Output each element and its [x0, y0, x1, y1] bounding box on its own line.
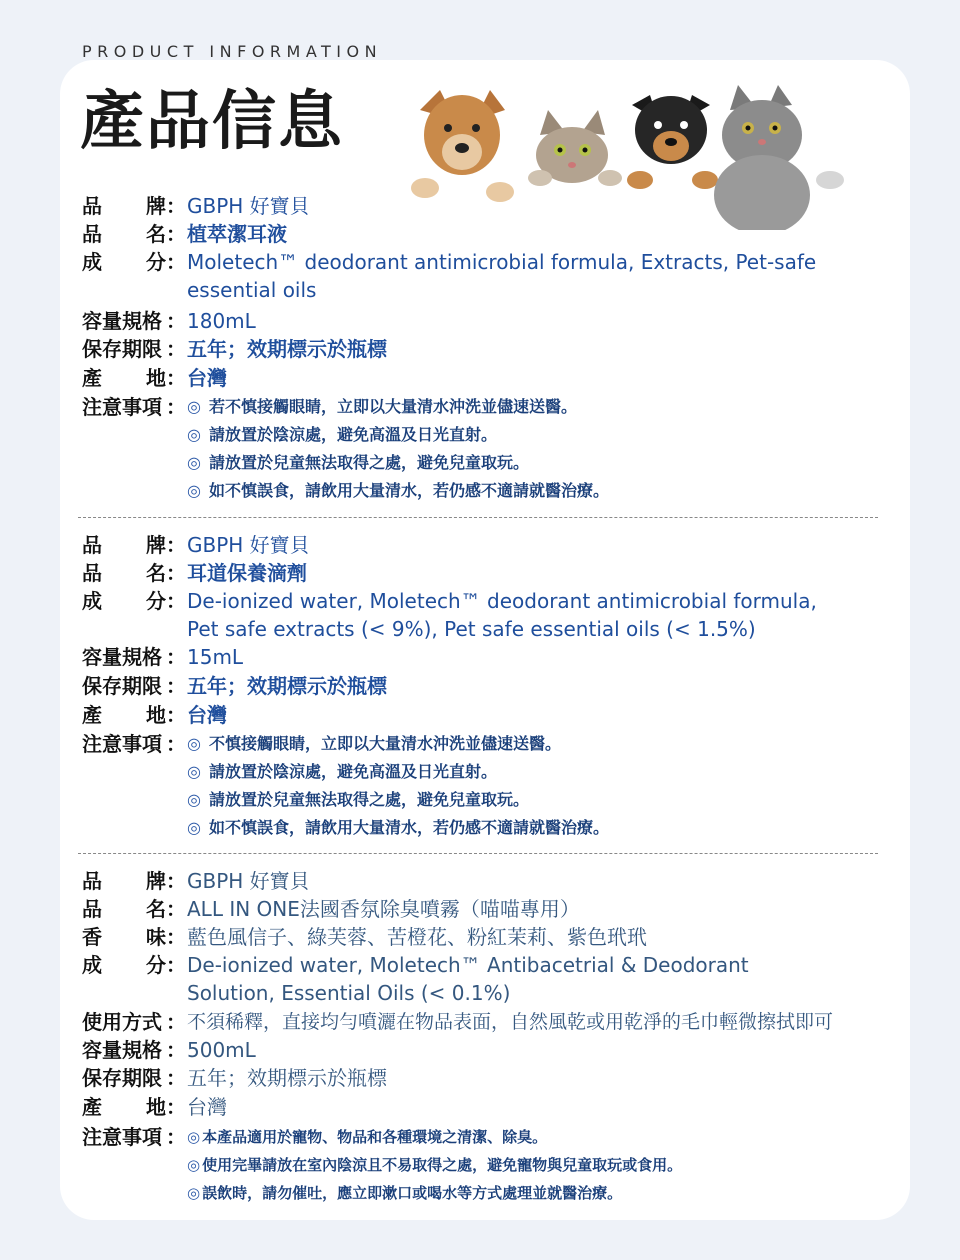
note-item: ◎ 本產品適用於寵物、物品和各種環境之清潔、除臭。 [187, 1128, 548, 1146]
note-item: ◎ 如不慎誤食，請飲用大量清水，若仍感不適請就醫治療。 [187, 481, 609, 500]
brand-value: GBPH 好寶貝 [187, 194, 310, 218]
name-value: ALL IN ONE法國香氛除臭噴霧（喵喵專用） [187, 897, 580, 921]
shelf-life-value: 五年；效期標示於瓶標 [187, 674, 387, 698]
shelf-life-value: 五年；效期標示於瓶標 [187, 1066, 387, 1090]
section-divider [78, 853, 878, 854]
scent-value: 藍色風信子、綠芙蓉、苦橙花、粉紅茉莉、紫色玳玳 [187, 925, 647, 949]
origin-value: 台灣 [187, 1095, 227, 1119]
ingredients-value: De-ionized water, Moletech™ Antibacetrial & Deodorant [187, 953, 749, 977]
ingredients-value: Moletech™ deodorant antimicrobial formula, Extracts, Pet-safe [187, 250, 817, 274]
note-item: ◎ 請放置於兒童無法取得之處，避免兒童取玩。 [187, 790, 529, 809]
dog-illustration [411, 90, 514, 202]
page-title: 產品信息 [80, 85, 344, 159]
note-item: ◎ 使用完畢請放在室內陰涼且不易取得之處，避免寵物與兒童取玩或食用。 [187, 1156, 683, 1174]
capacity-value: 500mL [187, 1038, 256, 1062]
ingredients-value: De-ionized water, Moletech™ deodorant antimicrobial formula, [187, 589, 817, 613]
puppy-illustration [627, 95, 718, 189]
note-item: ◎ 不慎接觸眼睛，立即以大量清水沖洗並儘速送醫。 [187, 734, 561, 753]
note-item: ◎ 如不慎誤食，請飲用大量清水，若仍感不適請就醫治療。 [187, 818, 609, 837]
note-item: ◎ 請放置於兒童無法取得之處，避免兒童取玩。 [187, 453, 529, 472]
ingredients-value-cont: essential oils [187, 278, 317, 302]
capacity-value: 15mL [187, 645, 244, 669]
section-divider [78, 517, 878, 518]
note-item: ◎ 若不慎接觸眼睛，立即以大量清水沖洗並儘速送醫。 [187, 397, 577, 416]
shelf-life-value: 五年；效期標示於瓶標 [187, 337, 387, 361]
origin-value: 台灣 [187, 366, 227, 390]
ingredients-value-cont: Pet safe extracts (< 9%), Pet safe essential oils (< 1.5%) [187, 617, 756, 641]
name-value: 植萃潔耳液 [187, 222, 287, 246]
cat-illustration [528, 110, 622, 186]
brand-value: GBPH 好寶貝 [187, 869, 310, 893]
usage-value: 不須稀釋，直接均勻噴灑在物品表面，自然風乾或用乾淨的毛巾輕微擦拭即可 [187, 1011, 834, 1033]
name-value: 耳道保養滴劑 [187, 561, 307, 585]
origin-value: 台灣 [187, 703, 227, 727]
brand-value: GBPH 好寶貝 [187, 533, 310, 557]
note-item: ◎ 請放置於陰涼處，避免高溫及日光直射。 [187, 762, 497, 781]
eyebrow-text: PRODUCT INFORMATION [82, 42, 383, 61]
capacity-value: 180mL [187, 309, 256, 333]
ingredients-value-cont: Solution, Essential Oils (< 0.1%) [187, 981, 511, 1005]
note-item: ◎ 請放置於陰涼處，避免高溫及日光直射。 [187, 425, 497, 444]
note-item: ◎ 誤飲時，請勿催吐，應立即漱口或喝水等方式處理並就醫治療。 [187, 1184, 623, 1202]
